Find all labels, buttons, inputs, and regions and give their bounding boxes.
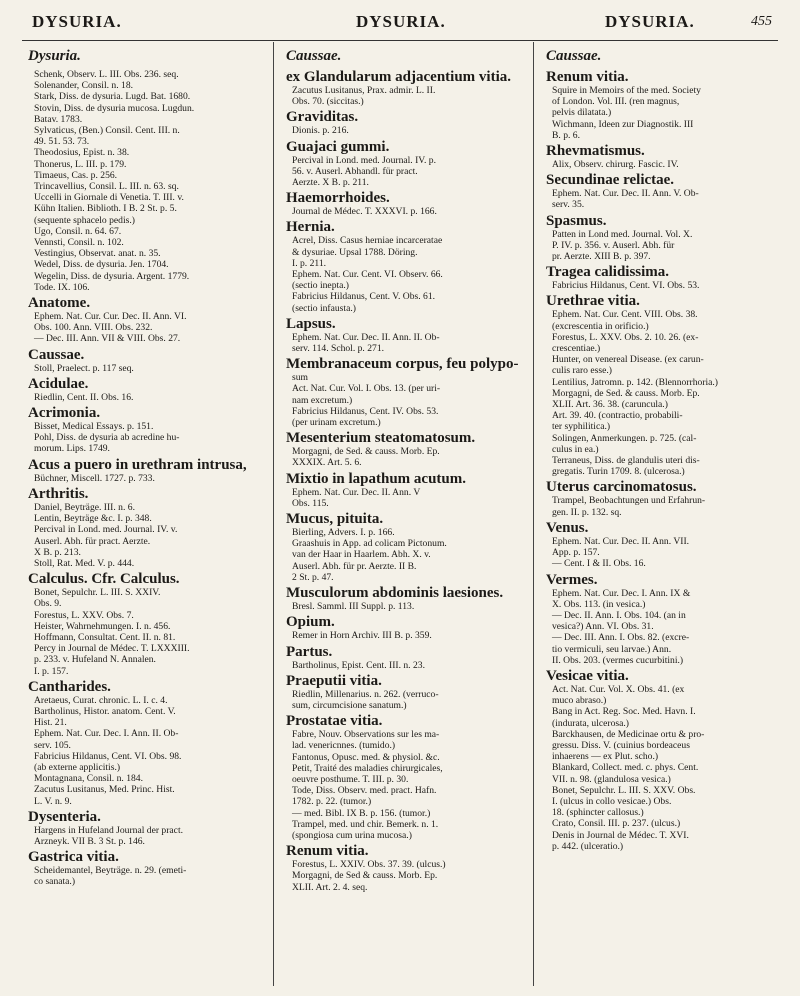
reference-line: Theodosius, Epist. n. 38. (34, 147, 130, 159)
reference-line: Forestus, L. XXIV. Obs. 37. 39. (ulcus.) (292, 859, 446, 871)
reference-line: culus in ea.) (552, 443, 599, 455)
reference-line: & dysuriae. Upsal 1788. Döring. (292, 246, 418, 258)
reference-line: Graashuis in App. ad colicam Pictonum. (292, 538, 447, 550)
reference-line: Pohl, Diss. de dysuria ab acredine hu- (34, 432, 180, 444)
reference-line: X B. p. 213. (34, 546, 81, 558)
index-entry (286, 356, 524, 428)
reference-line: nam excretum.) (292, 394, 353, 406)
reference-line: Timaeus, Cas. p. 256. (34, 169, 118, 181)
reference-line: Hunter, on venereal Disease. (ex carun- (552, 354, 704, 366)
reference-line: of London. Vol. III. (ren magnus, (552, 96, 680, 108)
reference-line: (excrescentia in orificio.) (552, 320, 649, 332)
reference-line: (indurata, ulcerosa.) (552, 717, 629, 729)
reference-line: Lentin, Beyträge &c. I. p. 348. (34, 513, 152, 525)
index-entry (286, 843, 524, 893)
entry-references (546, 229, 782, 263)
reference-line: p. 442. (ulceratio.) (552, 840, 624, 852)
index-entry (28, 405, 266, 455)
reference-line: Fabricius Hildanus, Cent. VI. Obs. 53. (552, 280, 700, 292)
reference-line: co sanata.) (34, 876, 76, 888)
reference-line: Ugo, Consil. n. 64. 67. (34, 225, 122, 237)
reference-line: Remer in Horn Archiv. III B. p. 359. (292, 630, 432, 642)
reference-line: Wichmann, Ideen zur Diagnostik. III (552, 118, 694, 130)
reference-line: Journal de Médec. T. XXXVI. p. 166. (292, 206, 437, 218)
reference-line: Art. 39. 40. (contractio, probabili- (552, 410, 683, 422)
reference-line: Barckhausen, de Medicinae ortu & pro- (552, 728, 705, 740)
reference-line: sum, circumcisione sanatum.) (292, 699, 407, 711)
reference-line: — Cent. I & II. Obs. 16. (552, 558, 646, 570)
entry-references (28, 363, 266, 374)
entry-term: Musculorum abdominis laesiones. (286, 585, 504, 602)
entry-term: Dysenteria. (28, 808, 101, 825)
reference-line: Hist. 21. (34, 717, 67, 729)
entry-term: Hernia. (286, 219, 335, 236)
entry-references (286, 487, 524, 509)
reference-line: morum. Lips. 1749. (34, 443, 110, 455)
entry-references (286, 206, 524, 217)
entry-references (286, 729, 524, 841)
index-entry (546, 172, 782, 210)
header-left: DYSURIA. (32, 12, 122, 31)
index-entry (28, 809, 266, 847)
reference-line: 1782. p. 22. (tumor.) (292, 796, 372, 808)
index-entry (546, 213, 782, 263)
reference-line: Ephem. Nat. Cur. Dec. II. Ann. II. Ob- (292, 331, 440, 343)
reference-line: Bonet, Sepulchr. L. III. S. XXV. Obs. (552, 784, 696, 796)
reference-line: Trampel, med. und chir. Bemerk. n. 1. (292, 818, 439, 830)
reference-line: Aerzte. X B. p. 211. (292, 177, 369, 189)
index-entry (546, 479, 782, 517)
index-entry (286, 644, 524, 671)
reference-line: Denis in Journal de Médec. T. XVI. (552, 829, 689, 841)
entry-references (546, 85, 782, 141)
reference-line: pelvis dilatata.) (552, 107, 612, 119)
index-entry (286, 316, 524, 354)
entry-term: Haemorrhoides. (286, 190, 390, 207)
reference-line: Uccelli in Giornale di Venetia. T. III. v. (34, 192, 184, 204)
index-entry (28, 69, 266, 293)
index-entry (546, 293, 782, 477)
column-3 (546, 48, 782, 854)
reference-line: ter syphilitica.) (552, 421, 611, 433)
entry-term: Caussae. (28, 346, 85, 363)
reference-line: Bresl. Samml. III Suppl. p. 113. (292, 601, 415, 613)
reference-line: Montagnana, Consil. n. 184. (34, 773, 143, 785)
index-entry (286, 109, 524, 136)
entry-term: Renum vitia. (546, 69, 629, 85)
reference-line: Ephem. Nat. Cur. Dec. II. Ann. VII. (552, 535, 690, 547)
index-entry (286, 139, 524, 189)
reference-line: Auserl. Abh. für pr. Aerzte. II B. (292, 560, 417, 572)
reference-line: Zacutus Lusitanus, Med. Princ. Hist. (34, 784, 175, 796)
reference-line: (spongiosa cum urina mucosa.) (292, 829, 412, 841)
reference-line: pr. Aerzte. XIII B. p. 397. (552, 251, 651, 263)
reference-line: — med. Bibl. IX B. p. 156. (tumor.) (292, 807, 431, 819)
reference-line: (sequente sphacelo pedis.) (34, 214, 135, 226)
reference-line: (per urinam excretum.) (292, 417, 381, 429)
entry-references (286, 125, 524, 136)
entry-references (286, 85, 524, 107)
page-number: 455 (751, 14, 772, 29)
reference-line: oeuvre posthume. T. III. p. 30. (292, 773, 409, 785)
index-entry (28, 457, 266, 484)
reference-line: Percy in Journal de Médec. T. LXXXIII. (34, 643, 190, 655)
entry-term: Graviditas. (286, 109, 359, 126)
entry-references (546, 280, 782, 291)
entry-references (28, 587, 266, 677)
reference-line: I. p. 211. (292, 257, 327, 269)
reference-line: vesica?) Ann. VI. Obs. 31. (552, 621, 654, 633)
reference-line: Obs. 9. (34, 598, 62, 610)
index-entry (28, 376, 266, 403)
entry-term: Mucus, pituita. (286, 511, 384, 528)
entry-term: Urethrae vitia. (546, 293, 640, 310)
reference-line: Petit, Traité des maladies chirurgicales, (292, 762, 443, 774)
entry-references (546, 588, 782, 666)
reference-line: Aretaeus, Curat. chronic. L. I. c. 4. (34, 694, 168, 706)
entry-term: Tragea calidissima. (546, 264, 670, 281)
reference-line: Fabricius Hildanus, Cent. IV. Obs. 53. (292, 405, 439, 417)
header-rule (22, 40, 778, 41)
index-entry (286, 190, 524, 217)
column-heading: Dysuria. (28, 48, 81, 64)
reference-line: — Dec. III. Ann. VII & VIII. Obs. 27. (34, 333, 181, 345)
index-entry (286, 219, 524, 313)
reference-line: XLII. Art. 2. 4. seq. (292, 881, 368, 893)
reference-line: Fabre, Nouv. Observations sur les ma- (292, 729, 440, 741)
reference-line: serv. 114. Schol. p. 271. (292, 343, 385, 355)
column-divider (533, 42, 534, 986)
reference-line: Wedel, Diss. de dysuria. Jen. 1704. (34, 259, 169, 271)
entry-references (286, 859, 524, 893)
index-entry (286, 471, 524, 509)
entry-term: Mesenterium steatomatosum. (286, 430, 476, 447)
reference-line: Forestus, L. XXV. Obs. 7. (34, 609, 134, 621)
entry-term: Cantharides. (28, 678, 111, 695)
reference-line: van der Haar in Haarlem. Abh. X. v. (292, 549, 431, 561)
index-entry (546, 264, 782, 291)
reference-line: Stoll, Rat. Med. V. p. 444. (34, 557, 135, 569)
reference-line: 18. (sphincter callosus.) (552, 807, 644, 819)
entry-references (28, 502, 266, 569)
index-entry (546, 668, 782, 852)
reference-line: Trincavellius, Consil. L. III. n. 63. sq. (34, 181, 179, 193)
entry-references (286, 446, 524, 468)
reference-line: XLII. Art. 36. 38. (caruncula.) (552, 399, 668, 411)
reference-line: Ephem. Nat. Cur. Dec. II. Ann. V (292, 486, 421, 498)
reference-line: tio vermiculi, seu larvae.) Ann. (552, 643, 672, 655)
reference-line: serv. 105. (34, 739, 71, 751)
reference-line: — Dec. III. Ann. I. Obs. 82. (excre- (552, 632, 690, 644)
entry-references (28, 421, 266, 455)
index-entry (546, 572, 782, 666)
entry-references (286, 630, 524, 641)
running-header (22, 12, 774, 38)
reference-line: Ephem. Nat. Cur. Cent. VI. Observ. 66. (292, 269, 443, 281)
entry-term: Membranaceum corpus, feu polypo- (286, 356, 519, 373)
reference-line: Act. Nat. Cur. Vol. X. Obs. 41. (ex (552, 683, 685, 695)
reference-line: Daniel, Beyträge. III. n. 6. (34, 501, 135, 513)
reference-line: Forestus, L. XXV. Obs. 2. 10. 26. (ex- (552, 331, 699, 343)
entry-references (286, 527, 524, 583)
reference-line: Act. Nat. Cur. Vol. I. Obs. 13. (per uri- (292, 383, 441, 395)
reference-line: B. p. 6. (552, 129, 580, 141)
header-center: DYSURIA. (356, 12, 446, 31)
reference-line: — Dec. II. Ann. I. Obs. 104. (an in (552, 609, 686, 621)
entry-references (286, 332, 524, 354)
reference-line: muco abraso.) (552, 695, 607, 707)
entry-references (28, 69, 266, 293)
entry-references (546, 159, 782, 170)
reference-line: Ephem. Nat. Cur. Dec. I. Ann. IX & (552, 587, 691, 599)
reference-line: gregatis. Turin 1709. 8. (ulcerosa.) (552, 466, 685, 478)
reference-line: Acrel, Diss. Casus herniae incarceratae (292, 235, 443, 247)
reference-line: App. p. 157. (552, 547, 600, 559)
column-heading: Caussae. (546, 48, 602, 64)
reference-line: Vennsti, Consil. n. 102. (34, 237, 124, 249)
reference-line: Thonerus, L. III. p. 179. (34, 158, 127, 170)
column-1 (28, 48, 266, 890)
index-entry (286, 585, 524, 612)
entry-term: Partus. (286, 643, 333, 660)
reference-line: Stoll, Praelect. p. 117 seq. (34, 362, 134, 374)
entry-term: Vermes. (546, 571, 598, 588)
entry-term: Praeputii vitia. (286, 672, 382, 689)
reference-line: Dionis. p. 216. (292, 125, 349, 137)
index-entry (546, 143, 782, 170)
entry-term: Secundinae relictae. (546, 172, 675, 189)
index-entry (28, 347, 266, 374)
reference-line: Riedlin, Cent. II. Obs. 16. (34, 391, 134, 403)
reference-line: 2 St. p. 47. (292, 571, 334, 583)
reference-line: Bartholinus, Histor. anatom. Cent. V. (34, 705, 176, 717)
reference-line: Heister, Wahrnehmungen. I. n. 456. (34, 620, 171, 632)
reference-line: L. V. n. 9. (34, 795, 72, 807)
index-entry (546, 520, 782, 570)
header-right: DYSURIA. (605, 12, 695, 31)
reference-line: XXXIX. Art. 5. 6. (292, 457, 362, 469)
reference-line: Squire in Memoirs of the med. Society (552, 85, 701, 96)
reference-line: Büchner, Miscell. 1727. p. 733. (34, 472, 155, 484)
reference-line: Kühn Italien. Biblioth. I B. 2 St. p. 5. (34, 203, 177, 215)
column-2 (286, 48, 524, 895)
index-entry (286, 69, 524, 107)
reference-line: Arzneyk. VII B. 3 St. p. 146. (34, 835, 145, 847)
reference-line: Schenk, Observ. L. III. Obs. 236. seq. (34, 69, 179, 80)
entry-references (28, 311, 266, 345)
entry-term: Anatome. (28, 295, 91, 312)
reference-line: Ephem. Nat. Cur. Dec. I. Ann. II. Ob- (34, 728, 179, 740)
reference-line: culis raro esse.) (552, 365, 612, 377)
entry-references (546, 495, 782, 517)
reference-line: Hoffmann, Consultat. Cent. II. n. 81. (34, 631, 176, 643)
entry-references (28, 473, 266, 484)
reference-line: Blankard, Collect. med. c. phys. Cent. (552, 762, 699, 774)
index-entry (286, 614, 524, 641)
reference-line: Fabricius Hildanus, Cent. VI. Obs. 98. (34, 750, 182, 762)
reference-line: Bang in Act. Reg. Soc. Med. Havn. I. (552, 706, 696, 718)
reference-line: Ephem. Nat. Cur. Cent. VIII. Obs. 38. (552, 309, 698, 321)
reference-line: Fabricius Hildanus, Cent. V. Obs. 61. (292, 291, 436, 303)
reference-line: Morgagni, de Sed. & causs. Morb. Ep. (552, 387, 700, 399)
reference-line: Trampel, Beobachtungen und Erfahrun- (552, 495, 706, 507)
reference-line: Ephem. Nat. Cur. Dec. II. Ann. V. Ob- (552, 188, 699, 200)
reference-line: Morgagni, de Sed. & causs. Morb. Ep. (292, 446, 440, 458)
reference-line: Bierling, Advers. I. p. 166. (292, 527, 395, 539)
reference-line: Stark, Diss. de dysuria. Lugd. Bat. 1680. (34, 91, 191, 103)
reference-line: Crato, Consil. III. p. 237. (ulcus.) (552, 818, 681, 830)
entry-term: Acrimonia. (28, 405, 101, 422)
reference-line: Obs. 100. Ann. VIII. Obs. 232. (34, 322, 153, 334)
entry-references (28, 695, 266, 807)
index-entry (286, 713, 524, 841)
entry-term: Gastrica vitia. (28, 849, 119, 866)
reference-line: gen. II. p. 132. sq. (552, 506, 622, 518)
index-entry (28, 849, 266, 887)
entry-term: Opium. (286, 614, 335, 631)
reference-line: p. 233. v. Hufeland N. Annalen. (34, 654, 156, 666)
entry-references (546, 188, 782, 210)
entry-references (286, 660, 524, 671)
reference-line: X. Obs. 113. (in vesica.) (552, 598, 646, 610)
reference-line: crescentiae.) (552, 343, 601, 355)
reference-line: II. Obs. 203. (vermes cucurbitini.) (552, 654, 684, 666)
entry-references (286, 689, 524, 711)
entry-term: Prostatae vitia. (286, 713, 383, 730)
reference-line: (sectio infausta.) (292, 302, 356, 314)
entry-references (28, 825, 266, 847)
reference-line: Alix, Observ. chirurg. Fascic. IV. (552, 159, 679, 171)
reference-line: 56. v. Auserl. Abhandl. für pract. (292, 165, 418, 177)
entry-references (286, 601, 524, 612)
reference-line: Bonet, Sepulchr. L. III. S. XXIV. (34, 587, 161, 599)
reference-line: Patten in Lond med. Journal. Vol. X. (552, 228, 693, 240)
entry-term: Uterus carcinomatosus. (546, 479, 697, 496)
index-entry (286, 673, 524, 711)
reference-line: Bisset, Medical Essays. p. 151. (34, 421, 154, 433)
index-entry (546, 69, 782, 141)
entry-term: Arthritis. (28, 485, 89, 502)
reference-line: sum (292, 372, 308, 384)
index-entry (286, 511, 524, 583)
reference-line: inhaerens — ex Plut. scho.) (552, 751, 659, 763)
reference-line: Scheidemantel, Beyträge. n. 29. (emeti- (34, 865, 187, 877)
reference-line: Stovin, Diss. de dysuria mucosa. Lugdun. (34, 102, 195, 114)
entry-references (286, 372, 524, 428)
entry-term: Spasmus. (546, 212, 607, 229)
reference-line: (ab externe applicitis.) (34, 761, 121, 773)
reference-line: Ephem. Nat. Cur. Cur. Dec. II. Ann. VI. (34, 311, 187, 323)
reference-line: Hargens in Hufeland Journal der pract. (34, 824, 184, 836)
reference-line: Bartholinus, Epist. Cent. III. n. 23. (292, 659, 425, 671)
reference-line: P. IV. p. 356. v. Auserl. Abh. für (552, 239, 675, 251)
entry-references (546, 684, 782, 852)
column-divider (273, 42, 274, 986)
index-entry (28, 679, 266, 807)
entry-term: Calculus. Cfr. Calculus. (28, 571, 180, 588)
reference-line: Auserl. Abh. für pract. Aerzte. (34, 535, 151, 547)
entry-term: Acus a puero in urethram intrusa, (28, 456, 247, 473)
entry-term: Venus. (546, 519, 589, 536)
entry-term: Mixtio in lapathum acutum. (286, 470, 467, 487)
entry-references (28, 865, 266, 887)
reference-line: gressu. Diss. V. (cuinius bordeaceus (552, 739, 690, 751)
entry-references (546, 536, 782, 570)
reference-line: VII. n. 98. (glandulosa vesica.) (552, 773, 671, 785)
reference-line: I. (ulcus in collo vesicae.) Obs. (552, 795, 672, 807)
reference-line: Obs. 115. (292, 497, 329, 509)
reference-line: Percival in Lond. med. Journal. IV. p. (292, 154, 436, 166)
entry-term: Rhevmatismus. (546, 143, 645, 160)
entry-references (28, 392, 266, 403)
reference-line: Solingen, Anmerkungen. p. 725. (cal- (552, 432, 697, 444)
reference-line: Batav. 1783. (34, 113, 83, 125)
entry-term: ex Glandularum adjacentium vitia. (286, 69, 512, 85)
reference-line: Tode, Diss. Observ. med. pract. Hafn. (292, 785, 437, 797)
entry-references (546, 309, 782, 477)
reference-line: Sylvaticus, (Ben.) Consil. Cent. III. n. (34, 125, 180, 137)
entry-term: Vesicae vitia. (546, 667, 629, 684)
reference-line: Riedlin, Millenarius. n. 262. (verruco- (292, 688, 439, 700)
index-entry (28, 486, 266, 569)
reference-line: Zacutus Lusitanus, Prax. admir. L. II. (292, 85, 436, 96)
entry-term: Guajaci gummi. (286, 138, 390, 155)
reference-line: Tode. IX. 106. (34, 281, 90, 293)
column-heading: Caussae. (286, 48, 342, 64)
entry-term: Lapsus. (286, 315, 336, 332)
entry-references (286, 155, 524, 189)
reference-line: serv. 35. (552, 199, 585, 211)
reference-line: Lentilius, Jatromn. p. 142. (Blennorrhoria.) (552, 376, 718, 388)
index-entry (28, 295, 266, 345)
reference-line: Solenander, Consil. n. 18. (34, 80, 134, 92)
entry-references (286, 235, 524, 313)
reference-line: Fantonus, Opusc. med. & physiol. &c. (292, 751, 440, 763)
reference-line: lad. venericnnes. (tumido.) (292, 740, 396, 752)
index-entry (286, 430, 524, 468)
entry-term: Renum vitia. (286, 843, 369, 860)
reference-line: I. p. 157. (34, 665, 69, 677)
reference-line: Obs. 70. (siccitas.) (292, 96, 364, 108)
reference-line: Vestingius, Observat. anat. n. 35. (34, 248, 161, 260)
index-entry (28, 571, 266, 677)
reference-line: Terraneus, Diss. de glandulis uteri dis- (552, 455, 700, 467)
reference-line: 49. 51. 53. 73. (34, 136, 90, 148)
reference-line: Morgagni, de Sed & causs. Morb. Ep. (292, 870, 438, 882)
entry-term: Acidulae. (28, 375, 89, 392)
reference-line: Percival in Lond. med. Journal. IV. v. (34, 524, 178, 536)
reference-line: (sectio inepta.) (292, 280, 350, 292)
reference-line: Wegelin, Diss. de dysuria. Argent. 1779. (34, 270, 190, 282)
